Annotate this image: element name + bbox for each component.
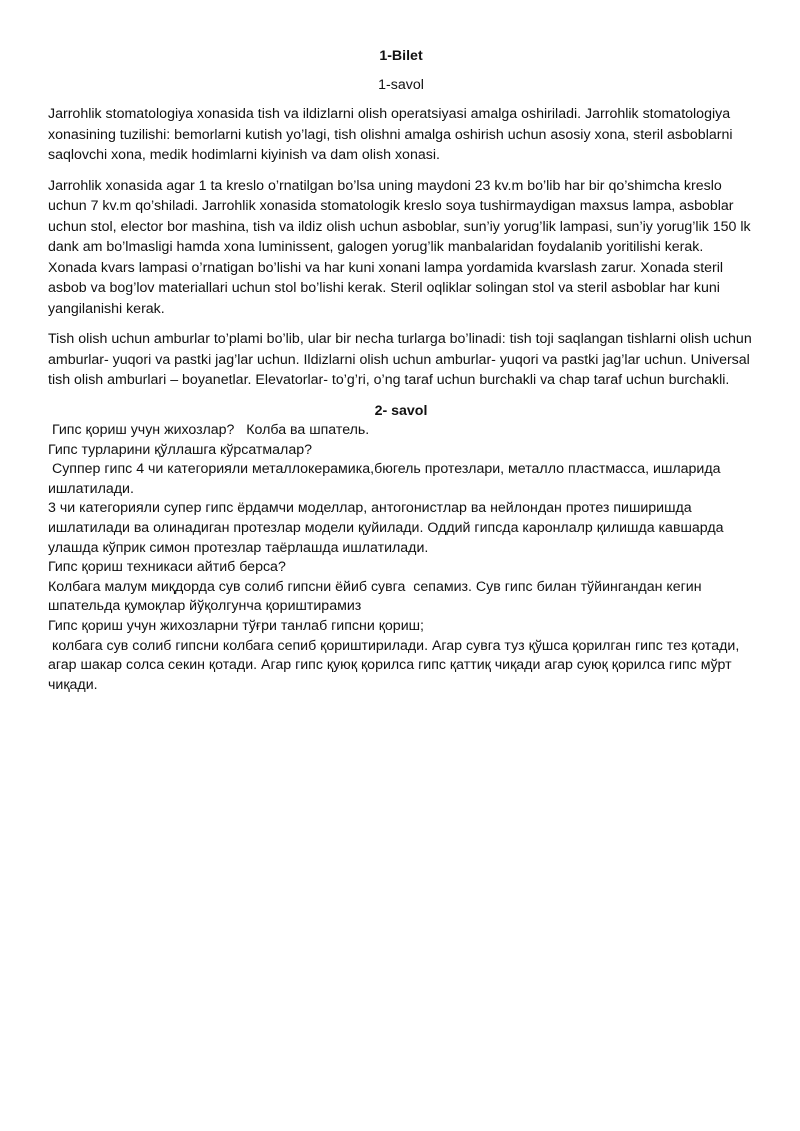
- q2-line-3: Суппер гипс 4 чи категорияли металлокерамика,бюгель протезлари, металло пластмасса, ишларида ишлатилади.: [48, 461, 725, 497]
- q2-line-7: Гипс қориш учун жихозларни тўғри танлаб гипсни қориш;: [48, 617, 424, 634]
- paragraph-q1-3: Tish olish uchun amburlar to’plami bo’lib, ular bir necha turlarga bo’linadi: tish toji saqlangan tishlarni olish uchun amburlar- yuqori va pastki jag’lar uchun. Ildizlarni olish uchun amburlar- yuqori va pastki jag’lar uchun. Universal tish olish amburlari – boyanetlar. Elevatorlar- to’g’ri, o’ng taraf uchun burchakli va chap taraf uchun burchakli.: [48, 331, 752, 388]
- paragraph-q1-2: Jarrohlik xonasida agar 1 ta kreslo o’rnatilgan bo’lsa uning maydoni 23 kv.m bo’lib har bir qo’shimcha kreslo uchun 7 kv.m qo’shiladi. Jarrohlik xonasida stomatologik kreslo soya tushirmaydigan maxsus lampa, asboblar uchun stol, elector bor mashina, tish va ildiz olish uchun asboblar, sun’iy yorug’lik lampasi, sun’iy yorug’lik 150 lk dank am bo’lmasligi hamda xona luminissent, galogen yorug’lik manbalaridan foydalanib yoritilishi kerak. Xonada kvars lampasi o’rnatigan bo’lishi va har kuni xonani lampa yordamida kvarslash zarur. Xonada steril asbob va bog’lov materiallari uchun stol bo’lishi kerak. Steril oqliklar solingan stol va steril asboblar har kuni yangilanishi kerak.: [48, 177, 751, 317]
- q2-line-1: Гипс қориш учун жихозлар? Колба ва шпатель.: [48, 422, 370, 438]
- q2-line-5: Гипс қориш техникаси айтиб берса?: [48, 559, 286, 576]
- q2-line-2: Гипс турларини қўллашга кўрсатмалар?: [48, 441, 312, 458]
- q2-line-6: Колбага малум миқдорда сув солиб гипсни ёйиб сувга сепамиз. Сув гипс билан тўйингандан кегин шпательда қумоқлар йўқолгунча қориштирамиз: [48, 578, 706, 615]
- q2-line-4: 3 чи категорияли супер гипс ёрдамчи моделлар, антогонистлар ва нейлондан протез пиширишда ишлатилади ва олинадиган протезлар модели қуйилади. Оддий гипсда каронлалр қилишда кавшарда улашда кўприк симон протезлар таёрлашда ишлатилади.: [48, 500, 728, 556]
- question-1-label: 1-savol: [378, 76, 424, 93]
- question-2-label: 2- savol: [374, 402, 428, 419]
- q2-line-8: колбага сув солиб гипсни колбага сепиб қориштирилади. Агар сувга туз қўшса қорилган гипс тез қотади, агар шакар солса секин қотади. Агар гипс қуюқ қорилса гипс қаттиқ чиқади агар суюқ қорилса гипс мўрт чиқади.: [48, 637, 744, 693]
- document-page: [48, 46, 754, 695]
- ticket-title: 1-Bilet: [379, 48, 423, 64]
- paragraph-q1-1: Jarrohlik stomatologiya xonasida tish va ildizlarni olish operatsiyasi amalga oshiriladi. Jarrohlik stomatologiya xonasining tuzilishi: bemorlarni kutish yo’lagi, tish olishni amalga oshirish uchun asosiy xona, steril asboblarni saqlovchi xona, medik hodimlarni kiyinish va dam olish xonasi.: [48, 106, 733, 163]
